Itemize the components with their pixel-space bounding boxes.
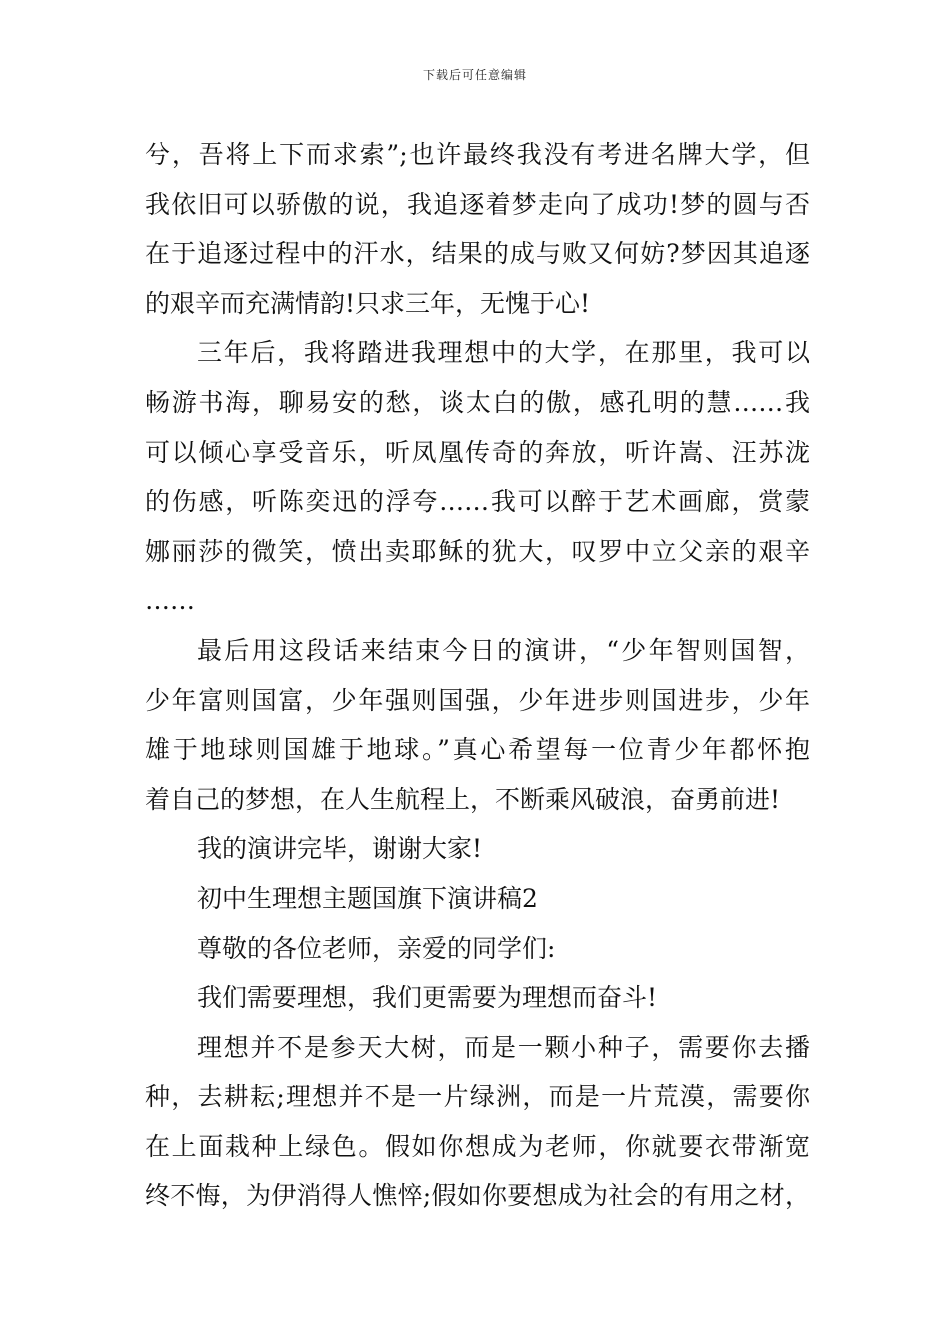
text-line: 的艰辛而充满情韵!只求三年，无愧于心! — [145, 288, 591, 318]
text-line: 我们需要理想，我们更需要为理想而奋斗! — [197, 983, 658, 1013]
text-line: 我的演讲完毕，谢谢大家! — [197, 834, 483, 864]
text-line: 畅游书海，聊易安的愁，谈太白的傲，感孔明的慧……我 — [145, 387, 810, 417]
text-line: 着自己的梦想，在人生航程上，不断乘风破浪，奋勇前进! — [145, 784, 781, 814]
text-line: 我依旧可以骄傲的说，我追逐着梦走向了成功!梦的圆与否 — [145, 189, 810, 219]
text-line: 娜丽莎的微笑，愤出卖耶稣的犹大，叹罗中立父亲的艰辛 — [145, 536, 810, 566]
text-line: 理想并不是参天大树，而是一颗小种子，需要你去播 — [197, 1032, 810, 1062]
text-line: 在上面栽种上绿色。假如你想成为老师，你就要衣带渐宽 — [145, 1131, 810, 1161]
text-line: 在于追逐过程中的汗水，结果的成与败又何妨?梦因其追逐 — [145, 239, 810, 269]
text-line: 的伤感，听陈奕迅的浮夸……我可以醉于艺术画廊，赏蒙 — [145, 487, 810, 517]
document-body — [145, 130, 810, 1221]
page-header: 下载后可任意编辑 — [422, 68, 527, 82]
text-line: 最后用这段话来结束今日的演讲，“少年智则国智， — [197, 635, 810, 665]
text-line: 终不悔，为伊消得人憔悴;假如你要想成为社会的有用之材， — [145, 1181, 810, 1211]
text-line: 可以倾心享受音乐，听凤凰传奇的奔放，听许嵩、汪苏泷 — [145, 437, 810, 467]
text-line: 三年后，我将踏进我理想中的大学，在那里，我可以 — [197, 338, 810, 368]
text-line: …… — [145, 586, 195, 616]
text-line: 雄于地球则国雄于地球。”真心希望每一位青少年都怀抱 — [145, 735, 810, 765]
text-line: 尊敬的各位老师，亲爱的同学们: — [197, 933, 556, 963]
text-line: 初中生理想主题国旗下演讲稿2 — [197, 883, 538, 913]
text-line: 少年富则国富，少年强则国强，少年进步则国进步，少年 — [145, 685, 810, 715]
text-line: 兮，吾将上下而求索”;也许最终我没有考进名牌大学，但 — [145, 140, 810, 169]
text-line: 种，去耕耘;理想并不是一片绿洲，而是一片荒漠，需要你 — [145, 1082, 810, 1112]
